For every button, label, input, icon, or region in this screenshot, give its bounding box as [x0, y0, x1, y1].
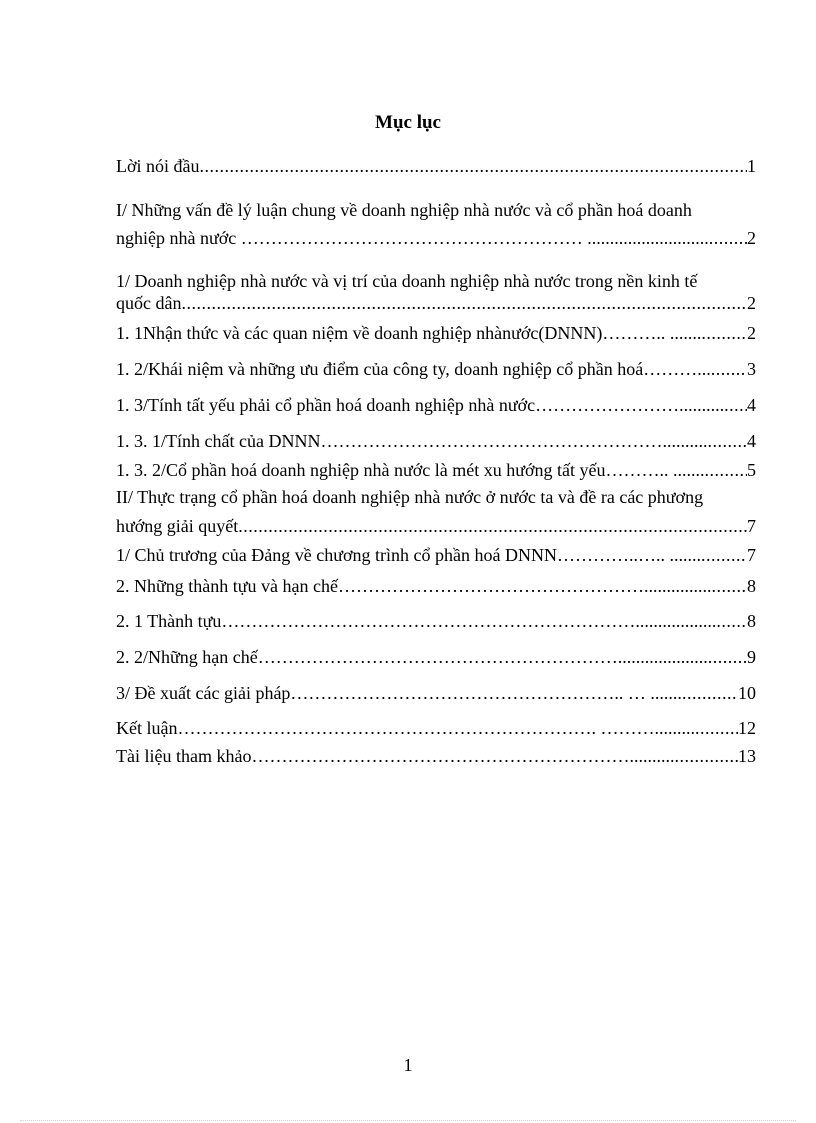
toc-entry-title: 1. 1Nhận thức và các quan niệm về doanh nghiệp nhànước(DNNN)……….. .......	[116, 323, 702, 343]
toc-leader-dots	[682, 682, 738, 704]
toc-entry-page: 2	[747, 228, 756, 248]
toc-entry-page: 4	[747, 395, 756, 415]
toc-entry	[116, 745, 756, 767]
toc-heading: Mục lục	[375, 112, 441, 133]
toc-entry	[116, 682, 756, 704]
page-bottom-divider	[20, 1120, 796, 1121]
toc-leader-dots	[238, 515, 747, 537]
toc-entry-title: 1/ Doanh nghiệp nhà nước và vị trí của doanh nghiệp nhà nước trong nền kinh tế	[116, 271, 698, 291]
toc-entry-page: 12	[738, 718, 756, 738]
toc-entry	[116, 544, 756, 566]
toc-entry-page: 2	[747, 323, 756, 343]
toc-entry-title: I/ Những vấn đề lý luận chung về doanh nghiệp nhà nước và cổ phần hoá doanh	[116, 200, 692, 220]
toc-entry-title: 1. 3. 1/Tính chất của DNNN…………………………………………………..........	[116, 431, 708, 451]
toc-entry	[116, 459, 756, 481]
toc-entry-page: 2	[747, 293, 756, 313]
toc-entry	[116, 717, 756, 739]
toc-leader-dots	[711, 358, 747, 380]
toc-entry	[116, 486, 756, 537]
toc-entry	[116, 199, 756, 249]
toc-entry-page: 1	[747, 156, 756, 176]
toc-entry-title-cont: quốc dân	[116, 293, 182, 313]
toc-entry	[116, 575, 756, 597]
toc-entry-page: 9	[747, 647, 756, 667]
toc-entry-title: 2. 1 Thành tựu……………………………………………………………..................	[116, 611, 717, 631]
toc-entry-page: 4	[747, 431, 756, 451]
toc-entry-page: 5	[747, 460, 756, 480]
toc-leader-dots	[716, 610, 747, 632]
toc-entry	[116, 322, 756, 344]
toc-entry-title: 1. 3. 2/Cổ phần hoá doanh nghiệp nhà nước là mét xu hướng tất yếu……….. .......	[116, 460, 705, 480]
toc-leader-dots	[724, 394, 747, 416]
toc-entry-page: 7	[747, 516, 756, 536]
page-number: 1	[403, 1055, 413, 1075]
toc-entry	[116, 646, 756, 668]
toc-leader-dots	[707, 430, 747, 452]
toc-leader-dots	[181, 292, 747, 314]
toc-entry-page: 13	[738, 746, 756, 766]
toc-leader-dots	[709, 227, 747, 249]
toc-entry-page: 8	[747, 611, 756, 631]
toc-leader-dots	[200, 155, 747, 177]
toc-entry-title: 2. 2/Những hạn chế……………………………………………………....................	[116, 647, 708, 667]
toc-leader-dots	[701, 322, 747, 344]
toc-entry-page: 7	[747, 545, 756, 565]
toc-leader-dots	[701, 544, 747, 566]
toc-entry	[116, 610, 756, 632]
toc-entry-title: II/ Thực trạng cổ phần hoá doanh nghiệp nhà nước ở nước ta và đề ra các phương	[116, 487, 704, 507]
toc-leader-dots	[674, 745, 738, 767]
toc-entry	[116, 394, 756, 416]
toc-entry-page: 10	[738, 683, 756, 703]
toc-entry	[116, 358, 756, 380]
toc-leader-dots	[708, 646, 747, 668]
toc-entry-title: 1/ Chủ trương của Đảng về chương trình cổ phần hoá DNNN…………..….. .......	[116, 545, 701, 565]
toc-leader-dots	[704, 459, 747, 481]
toc-entry	[116, 430, 756, 452]
toc-entry-page: 8	[747, 576, 756, 596]
toc-entry-title: Kết luận……………………………………………………………. ……….........	[116, 718, 695, 738]
toc-entry-title-cont: hướng giải quyết	[116, 516, 239, 536]
toc-entry	[116, 270, 756, 314]
toc-entry	[116, 155, 756, 177]
toc-entry-title: Lời nói đầu	[116, 156, 200, 176]
toc-entry-page: 3	[747, 359, 756, 379]
toc-entry-title: 1. 3/Tính tất yếu phải cổ phần hoá doanh nghiệp nhà nước……………………..........	[116, 395, 725, 415]
toc-entry-title: 2. Những thành tựu và hạn chế……………………………………………...............	[116, 576, 712, 596]
toc-entry-title-cont: nghiệp nhà nước ………………………………………………… ...........................	[116, 228, 709, 248]
toc-leader-dots	[695, 717, 738, 739]
toc-leader-dots	[711, 575, 747, 597]
toc-entry-title: 3/ Đề xuất các giải pháp……………………………………………….. … .......	[116, 683, 682, 703]
toc-entry-title: 1. 2/Khái niệm và những ưu điểm của công ty, doanh nghiệp cổ phần hoá………...	[116, 359, 711, 379]
toc-entry-title: Tài liệu tham khảo………………………………………………………..........	[116, 746, 675, 766]
